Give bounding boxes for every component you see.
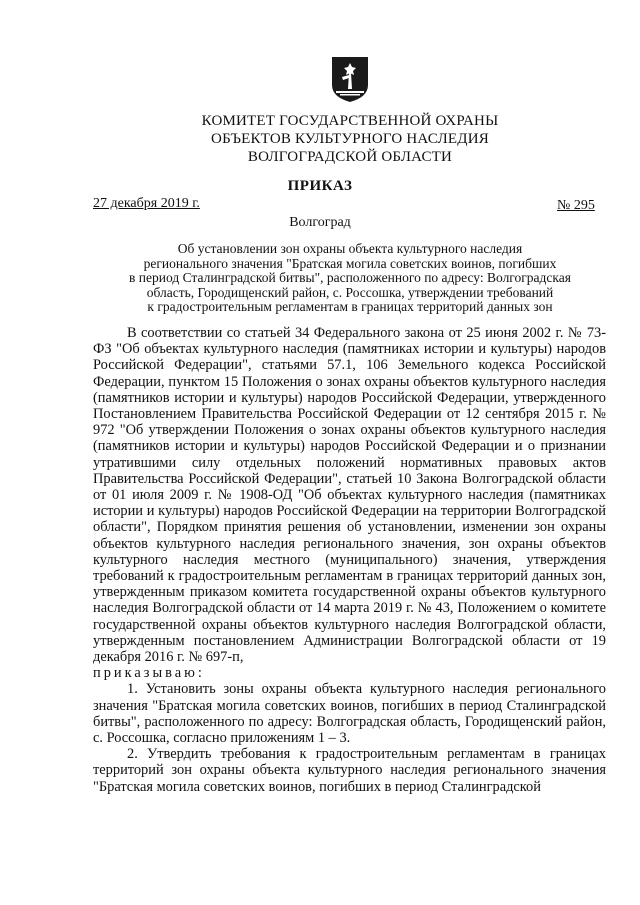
order-title: ПРИКАЗ: [287, 178, 353, 194]
order-number: № 295: [557, 198, 595, 213]
order-city: Волгоград: [289, 215, 351, 230]
committee-line-3: ВОЛГОГРАДСКОЙ ОБЛАСТИ: [247, 149, 453, 165]
order-word: приказываю:: [93, 665, 205, 682]
subject-line-4: область, Городищенский район, с. Россошка, утверждении требований: [146, 284, 554, 300]
subject-line-2: регионального значения "Братская могила советских воинов, погибших: [143, 255, 557, 271]
committee-name: [150, 112, 550, 166]
preamble-paragraph: В соответствии со статьей 34 Федерального закона от 25 июня 2002 г. № 73-ФЗ "Об объектах культурного наследия (памятниках истории и культуры) народов Российской Федерации", статьями 57.1, 106 Земельного кодекса Российской Федерации, пунктом 15 Положения о зонах охраны объектов культурного наследия (памятников истории и культуры) народов Российской Федерации, утвержденного Постановлением Правительства Российской Федерации от 12 сентября 2015 г. № 972 "Об утверждении Положения о зонах охраны объектов культурного наследия (памятников истории и культуры) народов Российской Федерации и о признании утратившими силу отдельных положений нормативных правовых актов Правительства Российской Федерации", статьей 10 Закона Волгоградской области от 01 июля 2009 г. № 1908-ОД "Об объектах культурного наследия (памятниках истории и культуры) народов Российской Федерации на территории Волгоградской области", Порядком принятия решения об установлении, изменении зон охраны объектов культурного наследия регионального значения, зон охраны объектов культурного наследия местного (муниципального) значения, утверждения требований к градостроительным регламентам в границах территорий данных зон, утвержденным приказом комитета государственной охраны объектов культурного наследия Волгоградской области от 14 марта 2019 г. № 43, Положением о комитете государственной охраны объектов культурного наследия Волгоградской области, утвержденным постановлением Администрации Волгоградской области от 19 декабря 2016 г. № 697-п,: [93, 325, 606, 666]
subject-line-5: к градостроительным регламентам в границах территорий данных зон: [147, 299, 553, 314]
item-2-paragraph: 2. Утвердить требования к градостроительным регламентам в границах территорий зон охраны объекта культурного наследия регионального значения "Братская могила советских воинов, погибших в период Сталинградской: [93, 746, 606, 795]
committee-line-1: КОМИТЕТ ГОСУДАРСТВЕННОЙ ОХРАНЫ: [201, 113, 499, 129]
subject-line-1: Об установлении зон охраны объекта культурного наследия: [177, 241, 523, 256]
order-date: 27 декабря 2019 г.: [93, 196, 200, 211]
item-1-paragraph: 1. Установить зоны охраны объекта культурного наследия регионального значения "Братская могила советских воинов, погибших в период Сталинградской битвы", расположенного по адресу: Волгоградская область, Городищенский район, с. Россошка, согласно приложениям 1 – 3.: [93, 681, 606, 747]
coat-of-arms-icon: [330, 55, 370, 103]
order-body: [93, 325, 606, 795]
subject-line-3: в период Сталинградской битвы", расположенного по адресу: Волгоградская: [129, 270, 571, 285]
order-subject: [95, 242, 605, 315]
committee-line-2: ОБЪЕКТОВ КУЛЬТУРНОГО НАСЛЕДИЯ: [211, 131, 489, 147]
